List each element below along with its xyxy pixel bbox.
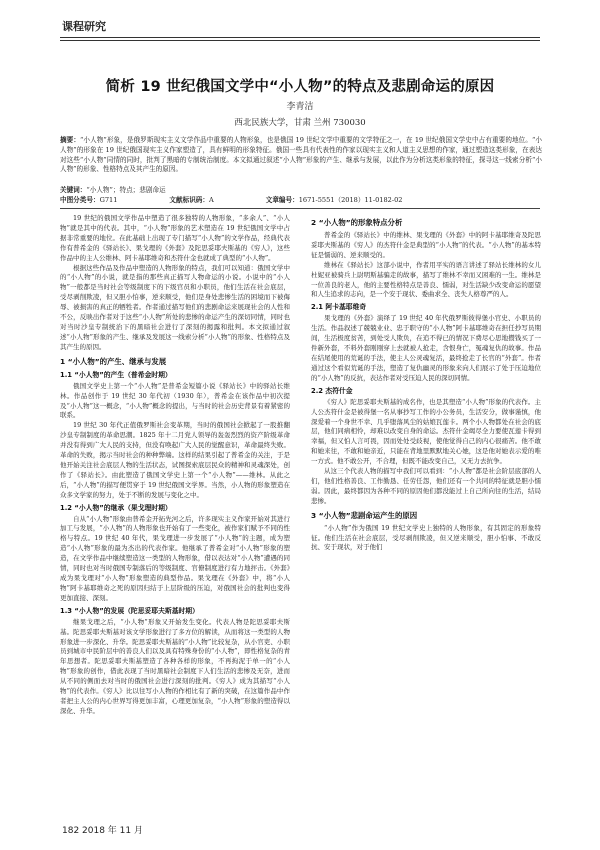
article-title: 简析 19 世纪俄国文学中“小人物”的特点及悲剧命运的原因 <box>105 79 495 95</box>
subsection-heading: 1.2 “小人物”的继承（果戈理时期） <box>60 503 172 512</box>
body-column-right <box>311 214 541 553</box>
document-code: 文献标识码：A <box>169 196 214 204</box>
clc-code: 中图分类号：G711 <box>60 196 118 204</box>
article-author: 李青洁 <box>286 102 314 112</box>
paragraph: 普希金的《驿站长》中的维林、果戈理的《外套》中的阿卡基耶维奇及陀思妥耶夫斯基的《穷人》的杰符什金是典型的“小人物”的代表。“小人物”的基本特征是懦弱的、逆来顺受的。 <box>311 231 541 259</box>
classification-row <box>60 196 542 206</box>
paragraph: 19 世纪的俄国文学作品中塑造了很多独特的人物形象，“多余人”、“小人物”就是其中的代表。其中，“小人物”形象的艺术塑造在 19 世纪俄国文学中占据非常重要的地位。在此基础上出现了专门描写“小人物”的文学作品，经典代表作有普希金的《驿站长》、果戈理的《外套》及陀思妥耶夫斯基的《穷人》，这些作品中的主人公维林、阿卡基耶维奇和杰符什金也就成了典型的“小人物”。 <box>60 214 290 262</box>
keywords-label: 关键词： <box>60 186 87 194</box>
abstract <box>60 136 542 175</box>
abstract-text: “小人物”形象，是俄罗斯现实主义文学作品中重要的人物形象，也是俄国 19 世纪文学中重要的文学特征之一，在 19 世纪俄国文学史中占有重要的地位。“小人物”的形象在 19 世纪俄国现实主义作家塑造了，具有鲜明的形象特征。俄国一些具有代表性的作家以现实主义和人道主义思想的作家，通过塑造这类形象，在表达对这些“小人物”同情的同时，批判了黑暗的专制统治制度。本文拟通过叙述“小人物”形象的产生、继承与发展，以此作为分析这类形象的特征，探寻这一线索分析“小人物”的形象、性格特点及其产生的原因。 <box>60 136 542 174</box>
subsection-heading: 2.2 杰符什金 <box>311 386 353 395</box>
meta-divider <box>60 208 540 209</box>
abstract-label: 摘要： <box>60 136 80 144</box>
page-footer: 182 2018 年 11 月 <box>62 826 143 836</box>
paragraph: 俄国文学史上第一个“小人物”是普希金短篇小说《驿站长》中的驿站长维林。作品创作于 19 世纪 30 年代初（1930 年），普希金在该作品中初次提及“小人物”这一概念，“小人物”概念的提出，与当时的社会历史背景有着紧密的联系。 <box>60 381 290 420</box>
paragraph: 维林在《驿站长》这部小说中，作者用平实的语言讲述了驿站长维林的女儿杜妮亚被骑兵上尉明斯基骗走的故事，描写了维林不幸而又困难的一生。维林是一位善良的老人，他的主要性格特点是善良、懦弱，对生活缺少改变命运的愿望和人生追求的志向，是一个安于现状、委曲求全、丧失人格尊严的人。 <box>311 260 541 299</box>
paragraph: 从这三个代表人物的描写中我们可以看到：“小人物”都是社会阶层底部的人们，他们性格善良、工作勤恳、任劳任怨，他们还有一个共同的特征就是胆小懦弱。因此，最终都因为各种不同的原因他们都没能过上自己所向往的生活，结局悲惨。 <box>311 467 541 505</box>
article-affiliation: 西北民族大学，甘肃 兰州 730030 <box>234 118 366 128</box>
section-heading: 3 “小人物”悲剧命运产生的原因 <box>311 510 418 520</box>
section-label: 课程研究 <box>62 20 106 33</box>
subsection-heading: 2.1 阿卡基耶维奇 <box>311 303 367 312</box>
keywords-text: “小人物”；特点；悲剧命运 <box>86 186 166 194</box>
header-rule <box>60 37 540 38</box>
paragraph: 根据这些作品及作品中塑造的人物形象的特点，我们可以知道：俄国文学中的“小人物”的小说，就是指的那些真正描写人物命运的小说。小说中的“小人物”一般都是当时社会等级制度下的下级官员和小职员，他们生活在社会底层，受尽剥削欺凌，但又胆小怕事，逆来顺受，他们是身处悲惨生活的困境而下被侮辱、被损害的真正的牺牲者。作者通过描写他们的悲剧命运来展现社会的人性和不公，反映出作者对于这些“小人物”所处的悲惨的命运产生的深切同情，同时也对当时沙皇专制统治下的黑暗社会进行了深刻的揭露和批判。本文拟通过叙述“小人物”形象的产生、继承及发展这一线索分析“小人物”的形象、性格特点及其产生的原因。 <box>60 263 290 351</box>
paragraph: 自从“小人物”形象由普希金开拓先河之后，许多现实主义作家开始对其进行加工与发展，“小人物”的人物形象也开始有了一些变化，被作家们赋予不同的性格与特点。19 世纪 40 年代，果戈理进一步发展了“小人物”的主题，成为塑造“小人物”形象的最为杰出的代表作家。他继承了普希金对“小人物”形象的塑造，在文学作品中继续塑造这一类型的人物形象，借以表达对“小人物”遭遇的同情，同时也对当时俄国专制落后的等级制度、官僚制度进行有力地抨击。《外套》成为果戈理对“小人物”形象塑造的典型作品。果戈理在《外套》中，将“小人物”阿卡基耶维奇之死的原因归结于上层阶级的压迫，对俄国社会的批判也变得更加直接、深刻。 <box>60 514 290 602</box>
paragraph: 果戈理的《外套》演绎了 19 世纪 40 年代俄罗斯彼得堡小官史、小职员的生活。作品叙述了兢兢业业、忠于职守的“小人物”阿卡基耶维奇在担任抄写员期间，生活极度贫苦，到处受人欺负，在追不得已的情况下费尽心思地攒钱买了一件新外套，不料外套刚刚穿上去就被人抢走，含恨身亡，冤魂复仇的故事。作品在结尾使用的荒诞的手法，使主人公灵魂复活，最终抢走了长官的“外套”。作者通过这个看似荒诞的手法，塑造了复仇幽灵的形象来向人们展示了处于压迫地位的“小人物”的反抗，表达作者对受压迫人民的深切同情。 <box>311 314 541 382</box>
paragraph: 《穷人》陀思妥耶夫斯基的成名作，也是其塑造“小人物”形象的代表作。主人公杰符什金是被得堡一名从事抄写工作的小公务员，生活安分，做事谨慎，他深爱着一个身世不幸、几乎堕落风尘的姑娘瓦莲卡。两个小人物都处在社会的底层，他们同病相怜，却难以改变自身的命运。杰符什金竭尽全力要使瓦莲卡得到幸福，但又怕人言可畏，因而处处受歧视，使他觉得自己的内心很痛苦。他不敢和她来往，不敢和她亲近，只能在背地里默默地关心她，这是他对她表示爱的唯一方式。他不敢公开，不合理，但既不能改变自己，又无力去抗争。 <box>311 397 541 466</box>
subsection-heading: 1.1 “小人物”的产生（普希金时期） <box>60 370 172 379</box>
section-heading: 2 “小人物”的形象特点分析 <box>311 218 403 227</box>
paragraph: 继果戈理之后，“小人物”形象又开始发生变化。代表人物是陀思妥耶夫斯基。陀思妥耶夫斯基对该文学形象进行了多方位的解读，从而将这一类型的人物形象进一步深化、升华。陀思妥耶夫斯基的“小人物”比较复杂，从小官吏、小职员到城市中民阶层中的善良人们以及具有特殊身份的“小人物”，即性格复杂的青年思想者。陀思妥耶夫斯基塑造了各种各样的形象，不再拘泥于单一的“小人物”形象的创作，借此表现了当时黑暗社会制度下人们生活的悲惨及无奈，进而从不同的侧面去对当时的俄国社会进行深刻的批判。《穷人》成为其描写“小人物”的代表作。《穷人》比以往写小人物的作相比有了新的突破，在这篇作品中作者把主人公的内心世界写得更加丰富，心理更加复杂，“小人物”形象的塑造得以深化、升华。 <box>60 617 290 715</box>
keywords <box>60 186 542 196</box>
section-heading: 1 “小人物”的产生、继承与发展 <box>60 356 167 366</box>
article-number: 文章编号：1671-5551（2018）11-0182-02 <box>265 196 403 204</box>
paragraph: 19 世纪 30 年代正值俄罗斯社会变革期，当时的俄国社会掀起了一股推翻沙皇专制制度的革命思潮。1825 年十二月党人领导的轰轰烈烈的资产阶级革命并没有得到广大人民的支持，但没有唤起广大人民的觉醒意识，革命最终失败。革命的失败，揭示当时社会的种种弊端。这样的结果引起了普希金的关注，于是他开始关注社会底层人物的生活状态，试图探索底层民众的精神和灵魂深处，创作了《驿站长》。由此塑造了俄国文学史上第一个“小人物”——维林。从此之后，“小人物”的描写便贯穿于 19 世纪俄国文学界。当然，小人物的形象塑造在众多文学家的努力，处于不断的发展与变化之中。 <box>60 421 290 499</box>
paragraph: “小人物”作为俄国 19 世纪文学史上独特的人物形象，有其固定的形象特征。他们生活在社会底层，受尽剥削欺凌，但又逆来顺受，胆小怕事、不敢反抗、安于现状，对于他们 <box>311 523 541 552</box>
body-column-left <box>60 214 290 717</box>
subsection-heading: 1.3 “小人物”的发展（陀思妥耶夫斯基时期） <box>60 606 199 615</box>
header-rule-thin <box>60 40 540 41</box>
